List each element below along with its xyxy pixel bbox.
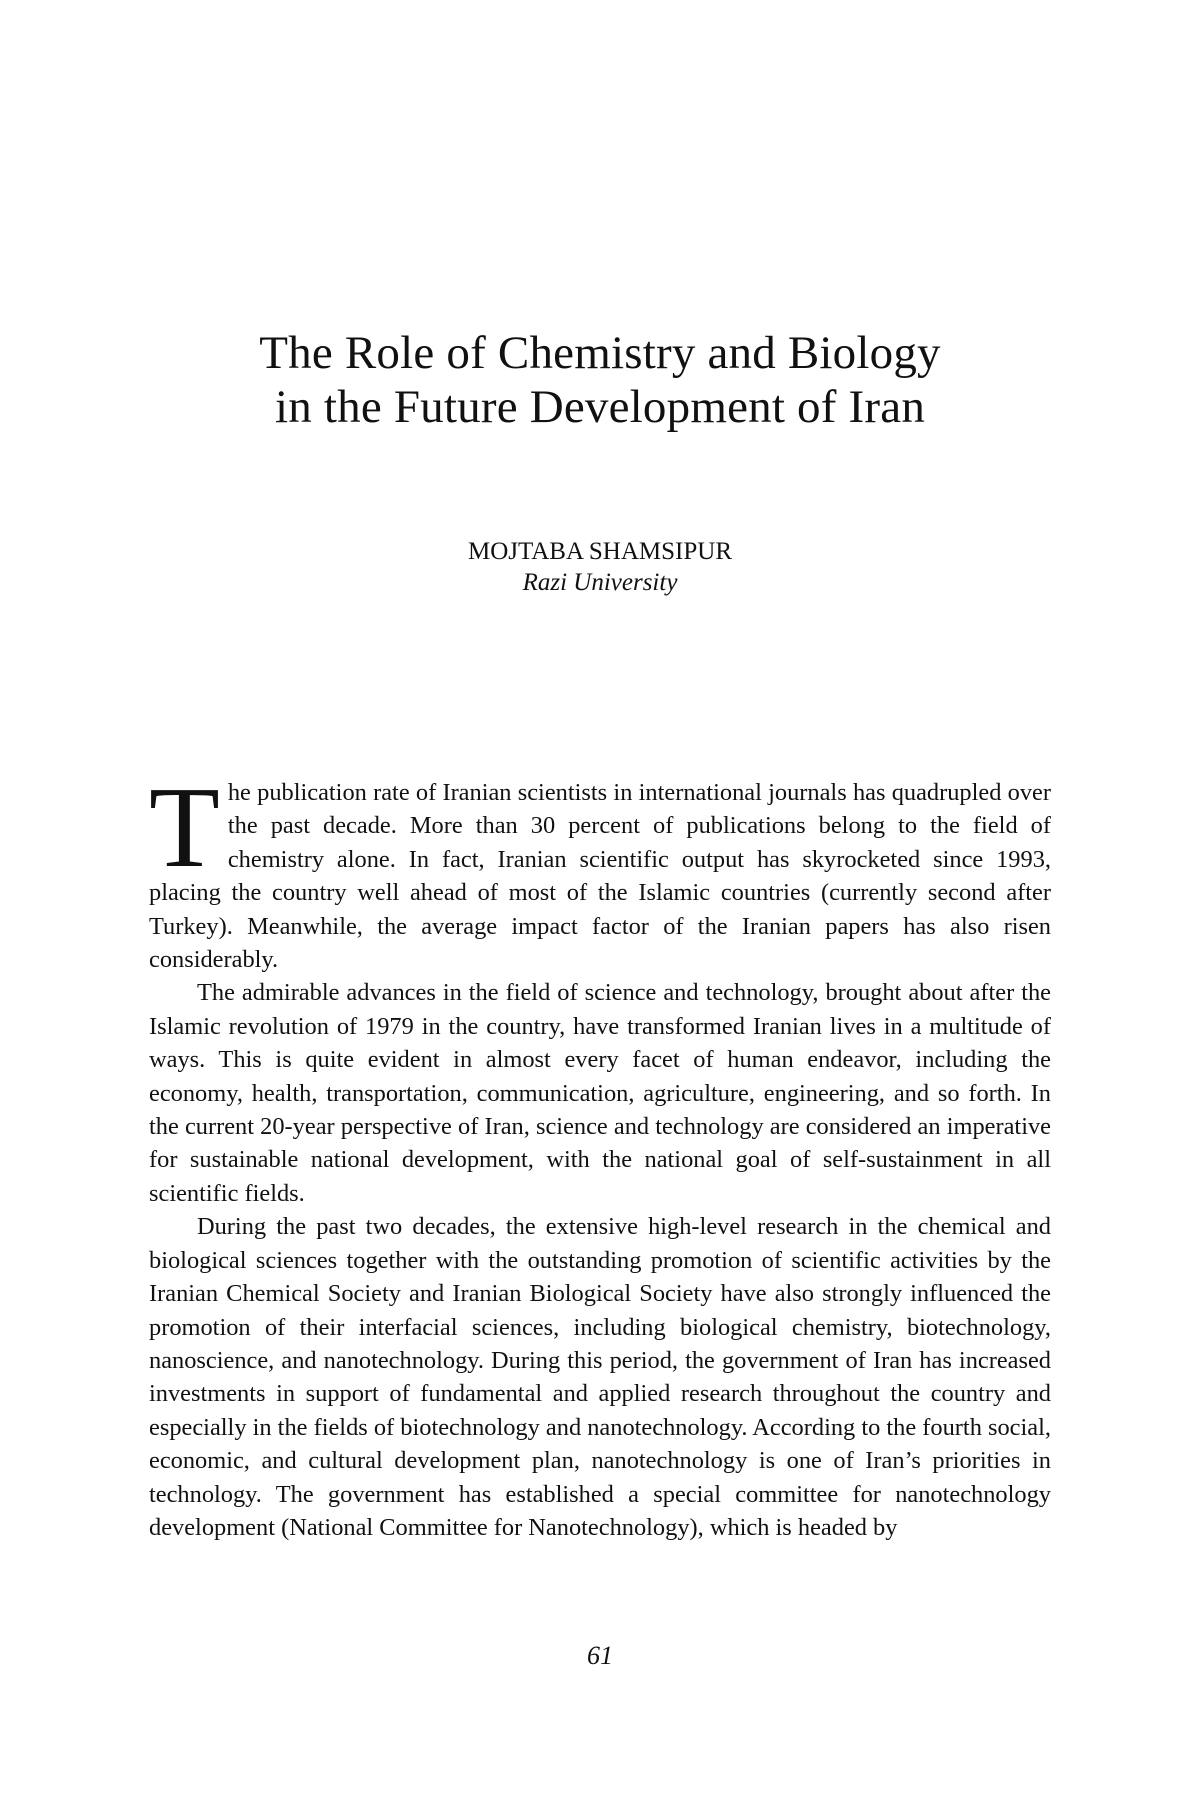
drop-cap: T — [149, 764, 220, 892]
author-name: MOJTABA SHAMSIPUR — [467, 538, 733, 565]
page-number: 61 — [587, 1641, 613, 1670]
paragraph-1 — [149, 764, 1051, 976]
author-affiliation: Razi University — [522, 569, 678, 596]
article-title-line-1: The Role of Chemistry and Biology — [259, 327, 941, 379]
paragraph-2: The admirable advances in the field of science and technology, brought about after the Islamic revolution of 1979 in the country, have transformed Iranian lives in a multitude of ways. This is quite evident in almost every facet of human endeavor, including the economy, health, transportation, communication, agriculture, engineering, and so forth. In the current 20-year perspective of Iran, science and technology are considered an imperative for sustainable national development, with the national goal of self-sustainment in all scientific fields. — [149, 979, 1051, 1207]
article-body — [149, 764, 1051, 1544]
article-title — [0, 326, 1200, 434]
paragraph-3: During the past two decades, the extensive high-level research in the chemical and biological sciences together with the outstanding promotion of scientific activities by the Iranian Chemical Society and Iranian Biological Society have also strongly influenced the promotion of their interfacial sciences, including biological chemistry, biotechnology, nanoscience, and nanotechnology. During this period, the government of Iran has increased investments in support of fundamental and applied research throughout the country and especially in the fields of biotechnology and nanotechnology. According to the fourth social, economic, and cultural development plan, nanotechnology is one of Iran’s priorities in technology. The government has established a special committee for nanotechnology development (National Committee for Nanotechnology), which is headed by — [149, 1213, 1051, 1541]
article-title-line-2: in the Future Development of Iran — [274, 381, 926, 433]
paragraph-1-text: he publication rate of Iranian scientists in international journals has quadrupled over the past decade. More than 30 percent of publications belong to the field of chemistry alone. In fact, Iranian scientific output has skyrocketed since 1993, placing the country well ahead of most of the Islamic countries (currently second after Turkey). Meanwhile, the average impact factor of the Iranian papers has also risen considerably. — [149, 779, 1051, 974]
